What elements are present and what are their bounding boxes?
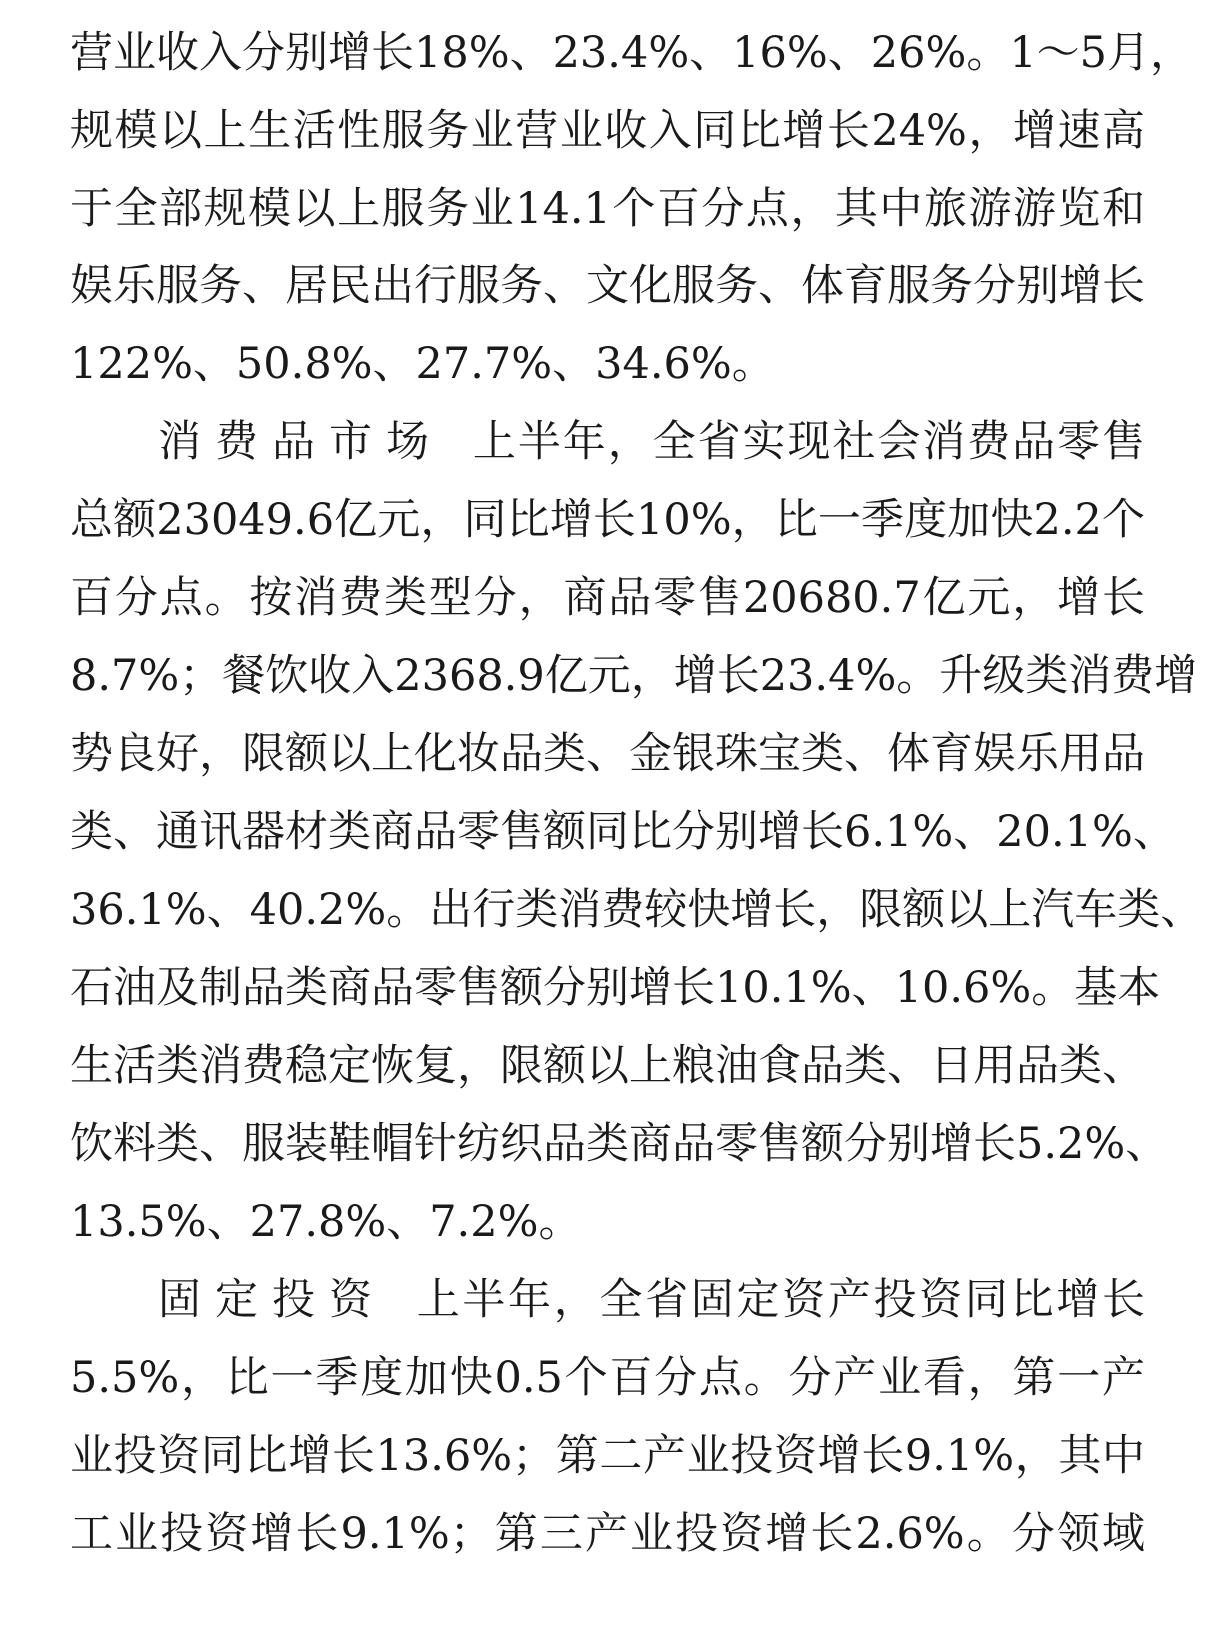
paragraph-line: 饮料类、服装鞋帽针纺织品类商品零售额分别增长5.2%、 <box>70 1119 1169 1169</box>
section-heading-investment: 固定投资 <box>158 1275 386 1325</box>
paragraph-line: 5.5%，比一季度加快0.5个百分点。分产业看，第一产 <box>70 1353 1145 1403</box>
paragraph-line: 生活类消费稳定恢复，限额以上粮油食品类、日用品类、 <box>70 1041 1145 1091</box>
section-investment-text: 上半年，全省固定资产投资同比增长 <box>414 1275 1145 1325</box>
paragraph-line: 类、通讯器材类商品零售额同比分别增长6.1%、20.1%、 <box>70 807 1176 857</box>
paragraph-line: 石油及制品类商品零售额分别增长10.1%、10.6%。基本 <box>70 963 1161 1013</box>
paragraph-line: 总额23049.6亿元，同比增长10%，比一季度加快2.2个 <box>70 495 1145 545</box>
paragraph-line: 工业投资增长9.1%；第三产业投资增长2.6%。分领域 <box>70 1509 1145 1559</box>
paragraph-line: 业投资同比增长13.6%；第二产业投资增长9.1%，其中 <box>70 1431 1145 1481</box>
paragraph-line: 娱乐服务、居民出行服务、文化服务、体育服务分别增长 <box>70 261 1145 311</box>
paragraph-line: 36.1%、40.2%。出行类消费较快增长，限额以上汽车类、 <box>70 885 1204 935</box>
paragraph-line: 于全部规模以上服务业14.1个百分点，其中旅游游览和 <box>70 184 1145 234</box>
paragraph-line: 百分点。按消费类型分，商品零售20680.7亿元，增长 <box>70 573 1145 623</box>
paragraph-line: 营业收入分别增长18%、23.4%、16%、26%。1～5月， <box>70 28 1194 78</box>
section-heading-consumer: 消费品市场 <box>158 417 443 467</box>
section-consumer-line <box>158 417 1145 467</box>
paragraph-line: 势良好，限额以上化妆品类、金银珠宝类、体育娱乐用品 <box>70 729 1145 779</box>
paragraph-line: 规模以上生活性服务业营业收入同比增长24%，增速高 <box>70 106 1145 156</box>
section-investment-line <box>158 1275 1145 1325</box>
paragraph-line: 8.7%；餐饮收入2368.9亿元，增长23.4%。升级类消费增 <box>70 651 1198 701</box>
paragraph-line: 13.5%、27.8%、7.2%。 <box>70 1197 582 1247</box>
paragraph-line: 122%、50.8%、27.7%、34.6%。 <box>70 339 775 389</box>
section-consumer-text: 上半年，全省实现社会消费品零售 <box>471 417 1145 467</box>
